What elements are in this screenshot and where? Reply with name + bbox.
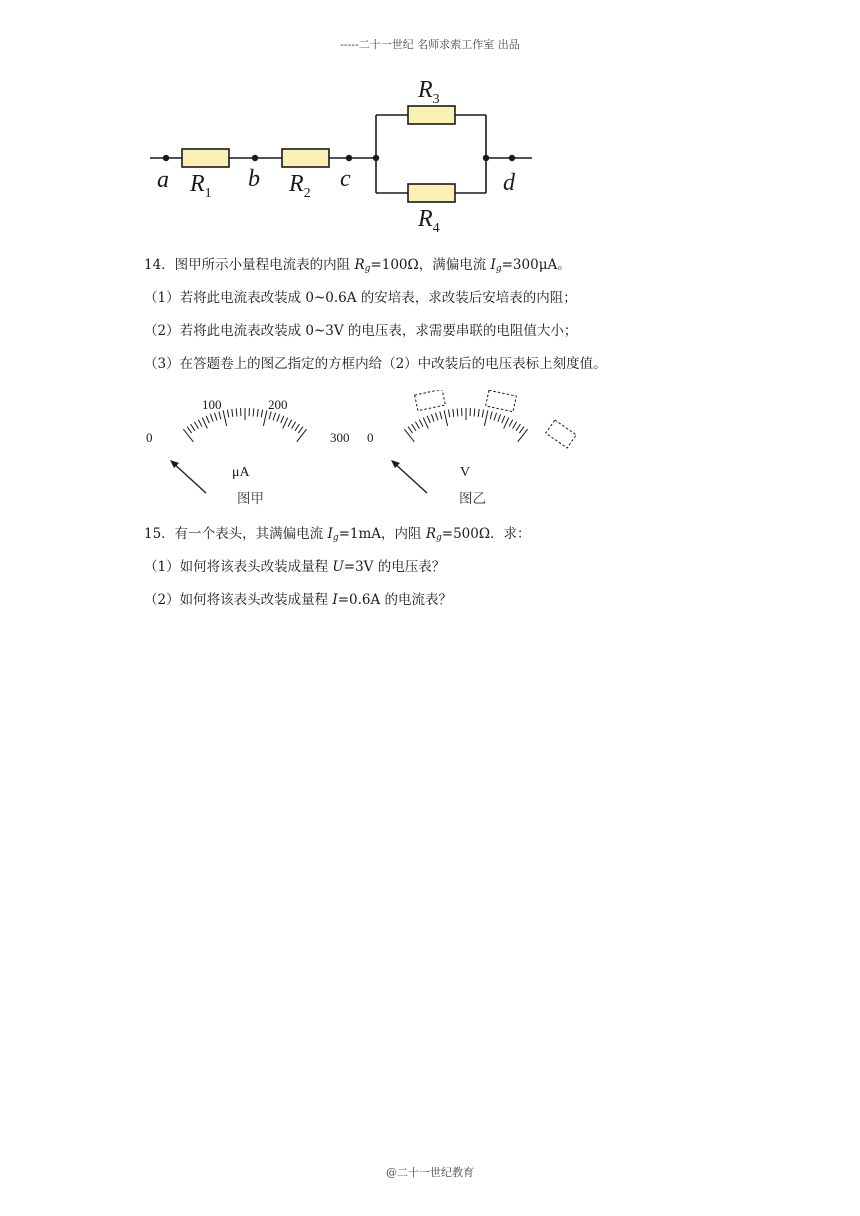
scale-tick [457,408,458,416]
scale-tick [263,410,267,426]
scale-tick [223,410,227,426]
circuit-diagram [140,66,560,238]
blank-label-box [546,420,576,448]
node-label-d: d [503,170,515,196]
scale-tick [453,409,454,417]
q15-stem: 15．有一个表头，其满偏电流 $I_g=1mA$，内阻 $R_g=500\Omega$．求： [144,526,531,543]
scale-tick [419,420,423,427]
scale-tick [415,422,419,429]
scale-tick [482,410,483,418]
scale-tick [191,424,195,431]
scale-tick [277,414,280,422]
blank-label-box [415,390,446,411]
tick-label-0: 0 [367,430,374,445]
label-r2: $R_2$ [289,171,311,201]
scale-tick [215,413,218,421]
q15-part-2: （2）如何将该表头改装成量程 I=0.6A 的电流表？ [144,592,453,608]
scale-tick [227,410,228,418]
scale-tick [297,429,307,442]
tick-label-200: 200 [268,397,288,412]
scale-tick [219,412,221,420]
meter-jia [146,397,350,506]
scale-tick [502,416,505,423]
q14-part-3: （3）在答题卷上的图乙指定的方框内给（2）中改装后的电压表标上刻度值。 [144,356,607,372]
scale-tick [283,418,288,429]
node-label-b: b [248,166,260,192]
meter-yi [367,390,576,506]
scale-tick [183,429,193,442]
scale-tick [519,427,524,434]
scale-tick [436,413,439,421]
caption-tu-jia: 图甲 [237,491,264,506]
scale-tick [478,409,479,417]
scale-tick [198,420,202,427]
scale-tick [202,418,207,429]
scale-tick [194,422,198,429]
label-r3: $R_3$ [418,77,440,107]
scale-tick [206,416,209,423]
scale-tick [448,410,449,418]
scale-tick [498,414,501,422]
scale-tick [253,408,254,416]
resistor-r1 [182,149,229,167]
label-r1: $R_1$ [190,171,212,201]
scale-tick [440,412,442,420]
scale-tick [490,412,492,420]
node-label-c: c [340,166,351,192]
meter-unit-ua: μA [232,465,250,480]
scale-tick [187,427,192,434]
scale-tick [412,424,416,431]
resistor-r3 [408,106,455,124]
scale-tick [404,429,414,442]
pointer-arrow [393,462,427,493]
scale-tick [509,420,513,427]
scale-tick [494,413,497,421]
scale-tick [513,422,517,429]
scale-tick [210,414,213,422]
scale-tick [408,427,413,434]
label-r4: $R_4$ [418,206,440,236]
resistor-r4 [408,184,455,202]
tick-label-100: 100 [202,397,222,412]
scale-tick [504,418,509,429]
scale-tick [273,413,276,421]
scale-tick [292,422,296,429]
tick-label-0: 0 [146,430,153,445]
blank-label-box [486,390,517,411]
scale-tick [281,416,284,423]
scale-tick [269,412,271,420]
node-label-a: a [157,167,169,193]
meter-unit-v: V [460,465,471,480]
tick-label-300: 300 [330,430,350,445]
pointer-arrow [172,462,206,493]
scale-tick [257,409,258,417]
scale-tick [484,410,488,426]
q14-part-2: （2）若将此电流表改装成 0~3V 的电压表，求需要串联的电阻值大小； [144,323,578,339]
q14-part-1: （1）若将此电流表改装成 0~0.6A 的安培表，求改装后安培表的内阻； [144,290,577,306]
scale-tick [423,418,428,429]
page-header: -----二十一世纪 名师求索工作室 出品 [340,38,520,51]
scale-tick [288,420,292,427]
caption-tu-yi: 图乙 [459,491,486,506]
scale-tick [474,408,475,416]
q14-stem: 14．图甲所示小量程电流表的内阻 $R_g=100\Omega$，满偏电流 $I_g=300\mu A$。 [144,257,571,274]
scale-tick [236,408,237,416]
scale-tick [518,429,528,442]
resistor-r2 [282,149,329,167]
scale-tick [298,427,303,434]
meter-figures [140,390,600,510]
scale-tick [444,410,448,426]
scale-tick [516,424,520,431]
scale-tick [232,409,233,417]
scale-tick [431,414,434,422]
scale-tick [261,410,262,418]
page-footer: @二十一世纪教育 [386,1166,474,1179]
scale-tick [295,424,299,431]
scale-tick [427,416,430,423]
q15-part-1: （1）如何将该表头改装成量程 U=3V 的电压表？ [144,559,446,575]
